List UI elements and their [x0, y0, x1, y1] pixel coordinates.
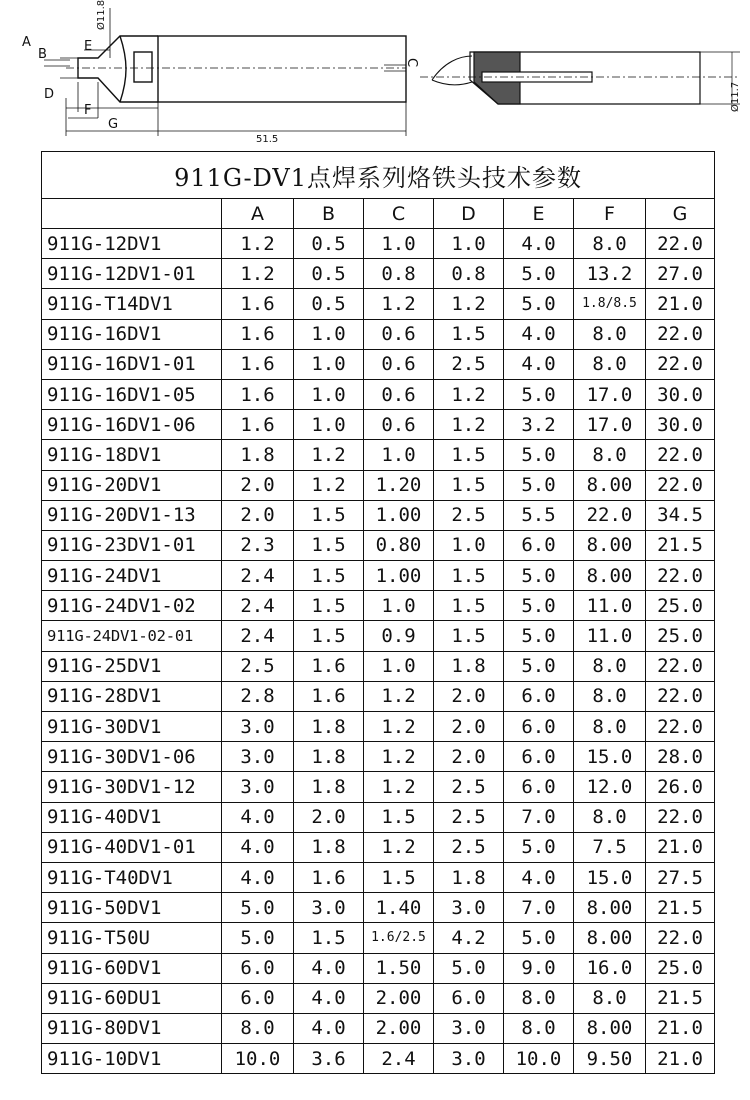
value-cell: 1.2	[294, 440, 364, 470]
model-cell: 911G-80DV1	[42, 1013, 222, 1043]
value-cell: 2.00	[364, 983, 434, 1013]
model-cell: 911G-T40DV1	[42, 862, 222, 892]
model-cell: 911G-16DV1	[42, 319, 222, 349]
value-cell: 25.0	[646, 953, 715, 983]
value-cell: 15.0	[574, 742, 646, 772]
value-cell: 1.0	[294, 379, 364, 409]
value-cell: 2.0	[222, 500, 294, 530]
model-cell: 911G-16DV1-06	[42, 410, 222, 440]
value-cell: 7.0	[504, 802, 574, 832]
table-row	[42, 500, 715, 530]
value-cell: 22.0	[646, 319, 715, 349]
value-cell: 1.8	[294, 712, 364, 742]
value-cell: 2.0	[434, 712, 504, 742]
value-cell: 1.6	[222, 379, 294, 409]
value-cell: 5.0	[504, 289, 574, 319]
tip-drawing	[0, 0, 750, 148]
table-row	[42, 440, 715, 470]
tip-slot	[134, 52, 152, 82]
table-row	[42, 983, 715, 1013]
table-row	[42, 621, 715, 651]
value-cell: 1.6	[294, 862, 364, 892]
model-cell: 911G-40DV1-01	[42, 832, 222, 862]
value-cell: 2.0	[222, 470, 294, 500]
value-cell: 4.0	[504, 229, 574, 259]
value-cell: 1.6/2.5	[364, 923, 434, 953]
value-cell: 1.5	[434, 470, 504, 500]
column-header-f: F	[574, 199, 646, 229]
value-cell: 1.2	[294, 470, 364, 500]
value-cell: 5.0	[434, 953, 504, 983]
label-g: G	[108, 117, 119, 132]
model-cell: 911G-16DV1-01	[42, 349, 222, 379]
value-cell: 8.0	[574, 440, 646, 470]
value-cell: 5.0	[504, 591, 574, 621]
value-cell: 1.0	[364, 229, 434, 259]
value-cell: 1.5	[434, 561, 504, 591]
value-cell: 4.0	[294, 983, 364, 1013]
value-cell: 5.0	[504, 923, 574, 953]
value-cell: 17.0	[574, 379, 646, 409]
value-cell: 1.5	[364, 862, 434, 892]
table-row	[42, 561, 715, 591]
value-cell: 3.0	[294, 893, 364, 923]
value-cell: 2.4	[222, 591, 294, 621]
value-cell: 1.8	[294, 742, 364, 772]
value-cell: 0.80	[364, 530, 434, 560]
value-cell: 3.0	[222, 742, 294, 772]
model-cell: 911G-20DV1	[42, 470, 222, 500]
value-cell: 2.5	[222, 651, 294, 681]
value-cell: 2.5	[434, 802, 504, 832]
model-cell: 911G-30DV1-06	[42, 742, 222, 772]
table-row	[42, 893, 715, 923]
table-body	[42, 229, 715, 1074]
value-cell: 34.5	[646, 500, 715, 530]
table-row	[42, 681, 715, 711]
label-length: 51.5	[256, 134, 279, 145]
label-a: A	[22, 35, 31, 50]
value-cell: 6.0	[504, 742, 574, 772]
table-row	[42, 772, 715, 802]
value-cell: 2.5	[434, 349, 504, 379]
table-row	[42, 259, 715, 289]
value-cell: 3.0	[434, 893, 504, 923]
column-header-b: B	[294, 199, 364, 229]
value-cell: 1.8	[434, 651, 504, 681]
value-cell: 8.0	[574, 651, 646, 681]
value-cell: 6.0	[222, 953, 294, 983]
value-cell: 8.00	[574, 530, 646, 560]
model-cell: 911G-24DV1-02	[42, 591, 222, 621]
value-cell: 21.0	[646, 289, 715, 319]
value-cell: 1.5	[294, 621, 364, 651]
value-cell: 3.0	[434, 1013, 504, 1043]
value-cell: 5.0	[504, 440, 574, 470]
value-cell: 22.0	[646, 802, 715, 832]
value-cell: 0.6	[364, 410, 434, 440]
value-cell: 17.0	[574, 410, 646, 440]
value-cell: 1.6	[222, 410, 294, 440]
value-cell: 6.0	[222, 983, 294, 1013]
value-cell: 2.4	[222, 621, 294, 651]
value-cell: 5.0	[504, 259, 574, 289]
value-cell: 22.0	[646, 681, 715, 711]
value-cell: 10.0	[504, 1044, 574, 1074]
value-cell: 1.2	[364, 681, 434, 711]
table-row	[42, 832, 715, 862]
table-row	[42, 229, 715, 259]
value-cell: 25.0	[646, 591, 715, 621]
value-cell: 2.0	[434, 681, 504, 711]
value-cell: 2.3	[222, 530, 294, 560]
model-cell: 911G-28DV1	[42, 681, 222, 711]
tip-drawing-svg	[0, 0, 750, 148]
value-cell: 5.5	[504, 500, 574, 530]
value-cell: 0.5	[294, 289, 364, 319]
value-cell: 13.2	[574, 259, 646, 289]
value-cell: 1.5	[434, 621, 504, 651]
value-cell: 1.5	[364, 802, 434, 832]
value-cell: 21.0	[646, 832, 715, 862]
value-cell: 11.0	[574, 591, 646, 621]
label-c: C	[404, 58, 419, 68]
value-cell: 1.2	[222, 259, 294, 289]
value-cell: 1.2	[434, 379, 504, 409]
column-header-model	[42, 199, 222, 229]
value-cell: 3.0	[222, 712, 294, 742]
model-cell: 911G-10DV1	[42, 1044, 222, 1074]
value-cell: 8.0	[504, 1013, 574, 1043]
table-row	[42, 1013, 715, 1043]
value-cell: 8.00	[574, 470, 646, 500]
label-d: D	[44, 87, 55, 102]
value-cell: 4.0	[222, 802, 294, 832]
model-cell: 911G-T50U	[42, 923, 222, 953]
value-cell: 22.0	[646, 923, 715, 953]
value-cell: 1.8	[294, 772, 364, 802]
value-cell: 8.0	[574, 712, 646, 742]
table-row	[42, 862, 715, 892]
value-cell: 1.2	[364, 832, 434, 862]
column-header-e: E	[504, 199, 574, 229]
value-cell: 0.5	[294, 259, 364, 289]
value-cell: 1.8/8.5	[574, 289, 646, 319]
value-cell: 1.5	[294, 500, 364, 530]
column-header-d: D	[434, 199, 504, 229]
model-cell: 911G-T14DV1	[42, 289, 222, 319]
value-cell: 1.2	[364, 742, 434, 772]
model-cell: 911G-60DV1	[42, 953, 222, 983]
value-cell: 22.0	[646, 470, 715, 500]
parameter-table-container	[41, 151, 714, 1095]
value-cell: 28.0	[646, 742, 715, 772]
table-row	[42, 591, 715, 621]
model-cell: 911G-16DV1-05	[42, 379, 222, 409]
model-cell: 911G-24DV1	[42, 561, 222, 591]
shank-body	[158, 36, 406, 102]
value-cell: 1.5	[434, 591, 504, 621]
value-cell: 8.0	[574, 319, 646, 349]
value-cell: 4.0	[294, 1013, 364, 1043]
value-cell: 1.2	[364, 772, 434, 802]
value-cell: 6.0	[434, 983, 504, 1013]
value-cell: 1.5	[294, 591, 364, 621]
model-cell: 911G-20DV1-13	[42, 500, 222, 530]
value-cell: 21.0	[646, 1044, 715, 1074]
value-cell: 1.8	[434, 862, 504, 892]
model-cell: 911G-50DV1	[42, 893, 222, 923]
value-cell: 3.0	[222, 772, 294, 802]
value-cell: 10.0	[222, 1044, 294, 1074]
model-cell: 911G-60DU1	[42, 983, 222, 1013]
model-cell: 911G-23DV1-01	[42, 530, 222, 560]
value-cell: 1.40	[364, 893, 434, 923]
label-b: B	[38, 47, 47, 62]
tip-curve	[120, 36, 126, 102]
value-cell: 3.6	[294, 1044, 364, 1074]
value-cell: 8.00	[574, 893, 646, 923]
value-cell: 1.2	[364, 712, 434, 742]
value-cell: 2.0	[434, 742, 504, 772]
value-cell: 1.6	[222, 289, 294, 319]
value-cell: 8.0	[504, 983, 574, 1013]
model-cell: 911G-24DV1-02-01	[42, 621, 222, 651]
value-cell: 5.0	[504, 621, 574, 651]
table-row	[42, 802, 715, 832]
value-cell: 30.0	[646, 410, 715, 440]
value-cell: 21.5	[646, 893, 715, 923]
table-row	[42, 1044, 715, 1074]
model-cell: 911G-40DV1	[42, 802, 222, 832]
value-cell: 2.00	[364, 1013, 434, 1043]
value-cell: 1.2	[222, 229, 294, 259]
table-row	[42, 410, 715, 440]
value-cell: 22.0	[646, 561, 715, 591]
value-cell: 1.00	[364, 500, 434, 530]
value-cell: 15.0	[574, 862, 646, 892]
column-header-c: C	[364, 199, 434, 229]
value-cell: 0.9	[364, 621, 434, 651]
value-cell: 22.0	[646, 349, 715, 379]
value-cell: 7.5	[574, 832, 646, 862]
value-cell: 5.0	[504, 470, 574, 500]
section-view	[420, 52, 740, 104]
value-cell: 30.0	[646, 379, 715, 409]
value-cell: 5.0	[504, 832, 574, 862]
value-cell: 1.2	[434, 410, 504, 440]
value-cell: 5.0	[222, 893, 294, 923]
table-row	[42, 530, 715, 560]
value-cell: 22.0	[646, 712, 715, 742]
value-cell: 1.00	[364, 561, 434, 591]
table-title: 911G-DV1点焊系列烙铁头技术参数	[42, 152, 715, 199]
value-cell: 1.5	[294, 561, 364, 591]
value-cell: 8.0	[574, 802, 646, 832]
model-cell: 911G-12DV1-01	[42, 259, 222, 289]
table-row	[42, 923, 715, 953]
parameter-table	[41, 151, 715, 1074]
value-cell: 8.00	[574, 1013, 646, 1043]
value-cell: 1.0	[434, 229, 504, 259]
table-row	[42, 953, 715, 983]
value-cell: 5.0	[504, 561, 574, 591]
value-cell: 1.20	[364, 470, 434, 500]
label-dia-front: Ø11.8	[96, 0, 107, 30]
table-row	[42, 742, 715, 772]
value-cell: 1.8	[294, 832, 364, 862]
value-cell: 4.0	[222, 862, 294, 892]
value-cell: 2.5	[434, 832, 504, 862]
value-cell: 22.0	[646, 440, 715, 470]
value-cell: 8.0	[574, 349, 646, 379]
value-cell: 9.50	[574, 1044, 646, 1074]
value-cell: 4.0	[294, 953, 364, 983]
column-header-row	[42, 199, 715, 229]
value-cell: 2.5	[434, 772, 504, 802]
value-cell: 8.0	[574, 983, 646, 1013]
value-cell: 1.0	[364, 440, 434, 470]
value-cell: 1.5	[294, 923, 364, 953]
value-cell: 1.50	[364, 953, 434, 983]
column-header-a: A	[222, 199, 294, 229]
value-cell: 1.5	[434, 319, 504, 349]
value-cell: 6.0	[504, 712, 574, 742]
value-cell: 1.0	[294, 349, 364, 379]
value-cell: 25.0	[646, 621, 715, 651]
value-cell: 0.8	[434, 259, 504, 289]
value-cell: 8.0	[574, 229, 646, 259]
value-cell: 1.6	[222, 349, 294, 379]
value-cell: 8.0	[222, 1013, 294, 1043]
value-cell: 0.6	[364, 379, 434, 409]
value-cell: 1.0	[294, 319, 364, 349]
table-row	[42, 349, 715, 379]
value-cell: 4.0	[504, 862, 574, 892]
value-cell: 21.5	[646, 530, 715, 560]
value-cell: 1.6	[222, 319, 294, 349]
value-cell: 4.2	[434, 923, 504, 953]
value-cell: 1.2	[434, 289, 504, 319]
value-cell: 0.6	[364, 349, 434, 379]
value-cell: 1.0	[294, 410, 364, 440]
table-row	[42, 651, 715, 681]
value-cell: 8.00	[574, 561, 646, 591]
table-row	[42, 712, 715, 742]
value-cell: 2.4	[364, 1044, 434, 1074]
model-cell: 911G-30DV1	[42, 712, 222, 742]
value-cell: 22.0	[646, 229, 715, 259]
value-cell: 1.5	[434, 440, 504, 470]
value-cell: 0.6	[364, 319, 434, 349]
value-cell: 1.6	[294, 681, 364, 711]
value-cell: 12.0	[574, 772, 646, 802]
value-cell: 6.0	[504, 530, 574, 560]
table-row	[42, 289, 715, 319]
value-cell: 4.0	[504, 349, 574, 379]
value-cell: 6.0	[504, 772, 574, 802]
value-cell: 1.6	[294, 651, 364, 681]
model-cell: 911G-30DV1-12	[42, 772, 222, 802]
value-cell: 8.00	[574, 923, 646, 953]
value-cell: 5.0	[504, 651, 574, 681]
table-row	[42, 379, 715, 409]
value-cell: 27.0	[646, 259, 715, 289]
value-cell: 5.0	[222, 923, 294, 953]
value-cell: 1.8	[222, 440, 294, 470]
table-row	[42, 470, 715, 500]
value-cell: 1.0	[364, 651, 434, 681]
value-cell: 1.0	[364, 591, 434, 621]
value-cell: 8.0	[574, 681, 646, 711]
value-cell: 22.0	[574, 500, 646, 530]
value-cell: 2.5	[434, 500, 504, 530]
value-cell: 1.2	[364, 289, 434, 319]
model-cell: 911G-18DV1	[42, 440, 222, 470]
value-cell: 2.8	[222, 681, 294, 711]
value-cell: 4.0	[504, 319, 574, 349]
value-cell: 4.0	[222, 832, 294, 862]
value-cell: 7.0	[504, 893, 574, 923]
label-dia-side: Ø11.7	[730, 81, 741, 112]
model-cell: 911G-12DV1	[42, 229, 222, 259]
model-cell: 911G-25DV1	[42, 651, 222, 681]
value-cell: 21.5	[646, 983, 715, 1013]
value-cell: 0.5	[294, 229, 364, 259]
value-cell: 3.2	[504, 410, 574, 440]
value-cell: 5.0	[504, 379, 574, 409]
value-cell: 1.5	[294, 530, 364, 560]
value-cell: 3.0	[434, 1044, 504, 1074]
value-cell: 0.8	[364, 259, 434, 289]
value-cell: 21.0	[646, 1013, 715, 1043]
value-cell: 26.0	[646, 772, 715, 802]
value-cell: 27.5	[646, 862, 715, 892]
value-cell: 6.0	[504, 681, 574, 711]
value-cell: 9.0	[504, 953, 574, 983]
value-cell: 22.0	[646, 651, 715, 681]
value-cell: 2.0	[294, 802, 364, 832]
value-cell: 1.0	[434, 530, 504, 560]
value-cell: 11.0	[574, 621, 646, 651]
column-header-g: G	[646, 199, 715, 229]
value-cell: 16.0	[574, 953, 646, 983]
label-f: F	[84, 103, 92, 118]
label-e: E	[84, 39, 93, 54]
table-row	[42, 319, 715, 349]
value-cell: 2.4	[222, 561, 294, 591]
